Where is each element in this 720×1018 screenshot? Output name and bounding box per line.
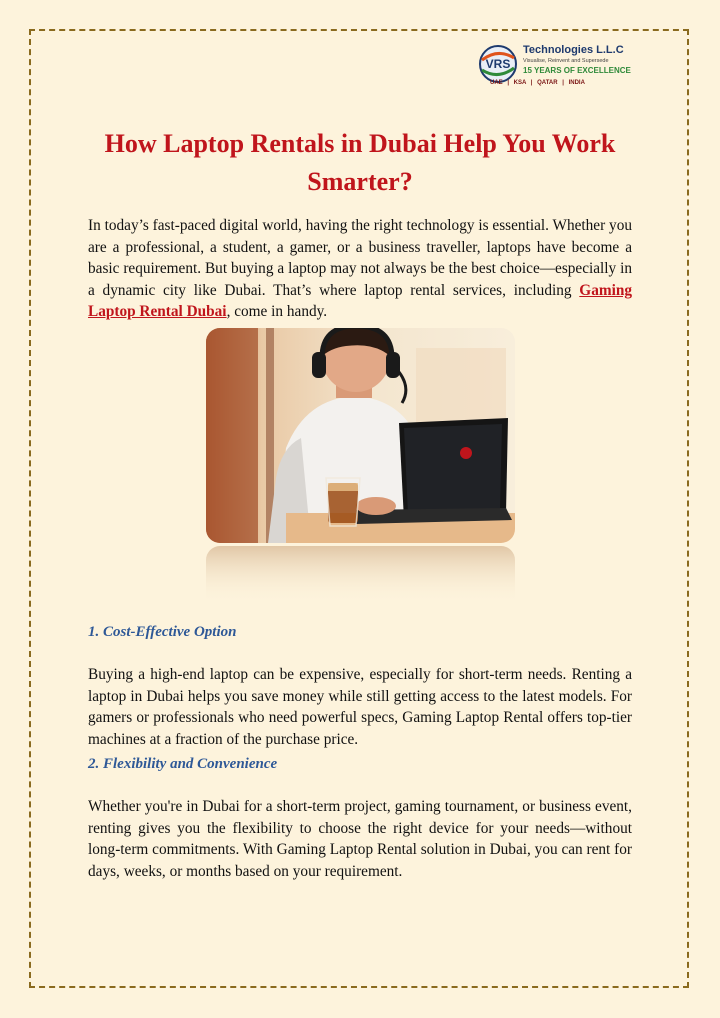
logo-tagline: Visualise, Reinvent and Supersede xyxy=(523,58,609,64)
logo-regions: UAE | KSA | QATAR | INDIA xyxy=(490,80,585,86)
intro-paragraph xyxy=(88,215,632,323)
article-photo xyxy=(206,328,515,543)
logo-years-badge: 15 YEARS OF EXCELLENCE xyxy=(523,66,631,75)
gaming-laptop-rental-link[interactable]: Gaming Laptop Rental Dubai xyxy=(88,281,632,321)
logo-emblem-letters: VRS xyxy=(485,57,511,71)
intro-text-end: , come in handy. xyxy=(226,303,328,321)
section-heading-flexibility: 2. Flexibility and Convenience xyxy=(88,756,278,772)
logo-company-name: Technologies L.L.C xyxy=(523,44,624,56)
section-body-flexibility: Whether you're in Dubai for a short-term project, gaming tournament, or business event, renting gives you the flexibility to choose the right device for your needs—without long-term commitments. With Gaming Laptop Rental solution in Dubai, you can rent for days, weeks, or months based on your requirement. xyxy=(88,798,632,880)
gamer-with-laptop-illustration xyxy=(206,328,515,543)
article-title: How Laptop Rentals in Dubai Help You Work Smarter? xyxy=(104,129,616,196)
photo-reflection-graphic xyxy=(206,546,515,604)
photo-reflection xyxy=(206,546,515,604)
globe-logo-icon xyxy=(478,44,518,84)
intro-text: In today’s fast-paced digital world, having the right technology is essential. Whether you are a professional, a student, a gamer, or a business traveller, laptops have become a basic requirement. But buying a laptop may not always be the best choice—especially in a dynamic city like Dubai. That’s where laptop rental services, including xyxy=(88,217,632,299)
section-body-cost: Buying a high-end laptop can be expensive, especially for short-term needs. Renting a laptop in Dubai helps you save money while still getting access to the latest models. For gamers or professionals who need powerful specs, Gaming Laptop Rental offers top-tier machines at a fraction of the purchase price. xyxy=(88,666,632,748)
company-logo xyxy=(478,42,648,92)
section-heading-cost: 1. Cost-Effective Option xyxy=(88,624,237,640)
